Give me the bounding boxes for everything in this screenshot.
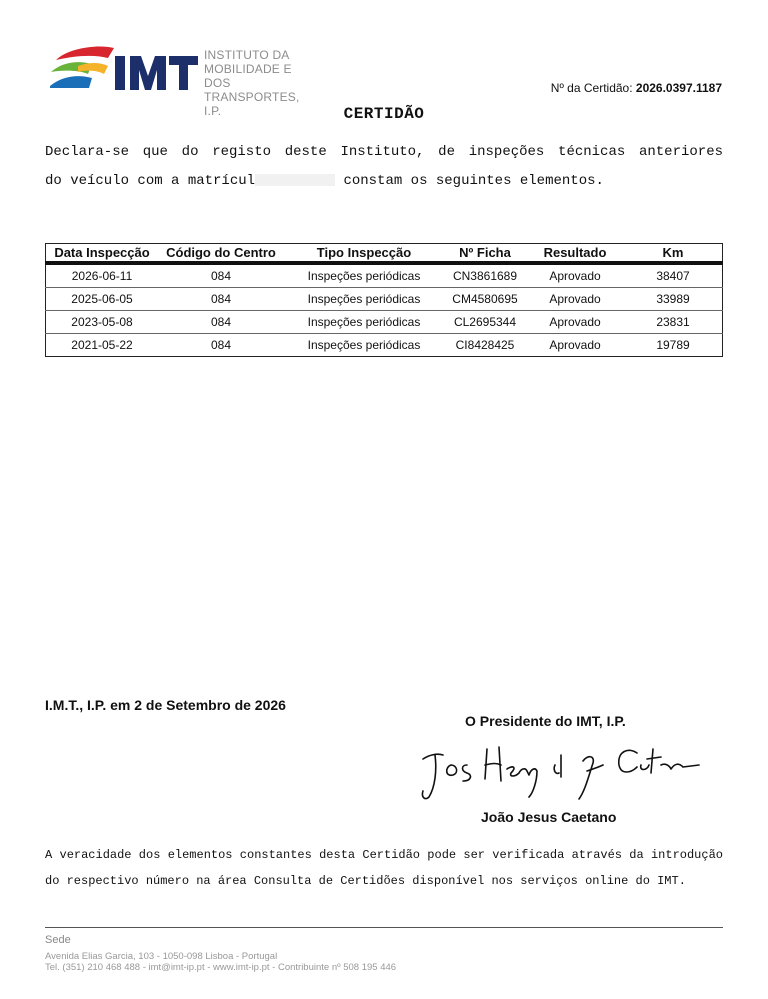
inspections-table	[45, 243, 723, 357]
footer-sede: Sede	[45, 934, 71, 946]
cell-date: 2025-06-05	[46, 288, 159, 311]
header-sheet-number: Nº Ficha	[444, 244, 526, 264]
cell-center-code: 084	[158, 263, 284, 288]
table-row	[46, 288, 723, 311]
footer-divider	[45, 927, 723, 928]
cell-type: Inspeções periódicas	[307, 338, 421, 352]
cell-sheet-number: CI8428425	[455, 338, 515, 352]
cell-date: 2026-06-11	[46, 263, 159, 288]
logo-red-swoosh	[56, 47, 114, 61]
declaration-line-2	[45, 167, 723, 196]
header-type: Tipo Inspecção	[284, 244, 444, 264]
logo-yellow-swoosh	[78, 63, 108, 74]
cell-sheet-number: CN3861689	[444, 263, 526, 288]
header-km: Km	[624, 244, 723, 264]
header-result: Resultado	[526, 244, 624, 264]
cell-result: Aprovado	[526, 311, 624, 334]
cell-result: Aprovado	[549, 338, 601, 352]
declaration-line-2-start: do veículo com a matrícul	[45, 173, 256, 189]
footer-address: Avenida Elias Garcia, 103 - 1050-098 Lisboa - Portugal	[45, 951, 278, 962]
cert-number-value: 2026.0397.1187	[635, 81, 722, 95]
cell-date: 2023-05-08	[46, 311, 159, 334]
cell-km: 23831	[624, 311, 723, 334]
cell-center-code: 084	[210, 338, 232, 352]
cert-number-label: Nº da Certidão:	[550, 81, 633, 95]
verification-note: A veracidade dos elementos constantes desta Certidão pode ser verificada através da introdução do respectivo número na área Consulta de Certidões disponível nos serviços online do IMT.	[45, 848, 723, 888]
table-row	[46, 311, 723, 334]
cell-sheet-number: CL2695344	[444, 311, 526, 334]
header-center-code: Código do Centro	[158, 244, 284, 264]
cell-type: Inspeções periódicas	[284, 288, 444, 311]
cell-result: Aprovado	[526, 263, 624, 288]
document-title: CERTIDÃO	[343, 105, 425, 123]
imt-logo	[48, 42, 318, 118]
cell-km: 33989	[624, 288, 723, 311]
certificate-number	[551, 81, 722, 95]
cell-result: Aprovado	[526, 288, 624, 311]
cell-km: 19789	[656, 338, 690, 352]
cell-km: 38407	[624, 263, 723, 288]
declaration-line-1: Declara-se que do registo deste Instituto, de inspeções técnicas anteriores	[45, 144, 723, 160]
cell-type: Inspeções periódicas	[284, 263, 444, 288]
footer-contacts: Tel. (351) 210 468 488 - imt@imt-ip.pt - www.imt-ip.pt - Contribuinte nº 508 195 446	[45, 962, 397, 973]
cell-center-code: 084	[158, 288, 284, 311]
cell-date: 2021-05-22	[71, 338, 133, 352]
place-and-date: I.M.T., I.P. em 2 de Setembro de 2026	[45, 697, 286, 713]
table-row	[46, 263, 723, 288]
imt-logo-graphic	[48, 42, 198, 98]
institute-line-1: INSTITUTO DA	[204, 48, 290, 62]
declaration-line-2-end: constam os seguintes elementos.	[343, 173, 604, 189]
handwritten-signature	[415, 735, 700, 805]
cell-center-code: 084	[158, 311, 284, 334]
president-title: O Presidente do IMT, I.P.	[465, 713, 626, 729]
cell-type: Inspeções periódicas	[284, 311, 444, 334]
logo-blue-swoosh	[50, 76, 92, 88]
header-date: Data Inspecção	[46, 244, 159, 264]
table-header-row	[46, 244, 723, 264]
cell-sheet-number: CM4580695	[444, 288, 526, 311]
redacted-plate	[255, 174, 335, 186]
institute-line-3: TRANSPORTES, I.P.	[204, 90, 300, 118]
institute-line-2: MOBILIDADE E DOS	[204, 62, 292, 90]
table-row	[46, 334, 723, 357]
president-name: João Jesus Caetano	[481, 809, 617, 825]
